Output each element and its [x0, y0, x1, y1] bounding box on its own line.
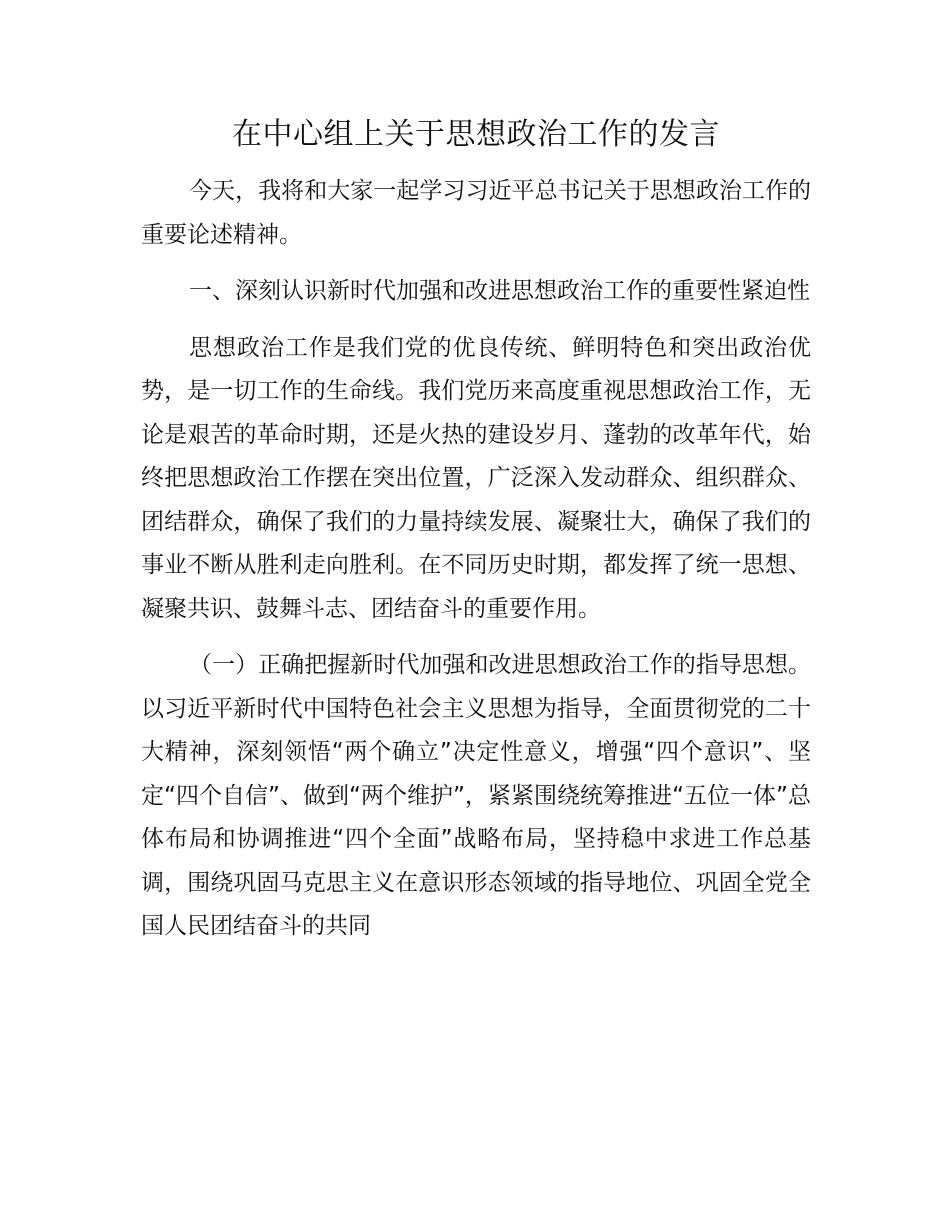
section-heading-1: 一、深刻认识新时代加强和改进思想政治工作的重要性紧迫性: [189, 278, 810, 304]
body-paragraph-2: （一）正确把握新时代加强和改进思想政治工作的指导思想。以习近平新时代中国特色社会主义思想为指导，全面贯彻党的二十大精神，深刻领悟“两个确立”决定性意义，增强“四个意识”、坚定“四个自信”、做到“两个维护”，紧紧围绕统筹推进“五位一体”总体布局和协调推进“四个全面”战略布局，坚持稳中求进工作总基调，围绕巩固马克思主义在意识形态领域的指导地位、巩固全党全国人民团结奋斗的共同: [141, 652, 811, 939]
intro-paragraph: 今天，我将和大家一起学习习近平总书记关于思想政治工作的重要论述精神。: [141, 178, 811, 248]
document-title: 在中心组上关于思想政治工作的发言: [232, 117, 720, 152]
body-paragraph-1: 思想政治工作是我们党的优良传统、鲜明特色和突出政治优势，是一切工作的生命线。我们党历来高度重视思想政治工作，无论是艰苦的革命时期，还是火热的建设岁月、蓬勃的改革年代，始终把思想政治工作摆在突出位置，广泛深入发动群众、组织群众、团结群众，确保了我们的力量持续发展、凝聚壮大，确保了我们的事业不断从胜利走向胜利。在不同历史时期，都发挥了统一思想、凝聚共识、鼓舞斗志、团结奋斗的重要作用。: [141, 334, 811, 622]
document-body: [141, 112, 811, 949]
